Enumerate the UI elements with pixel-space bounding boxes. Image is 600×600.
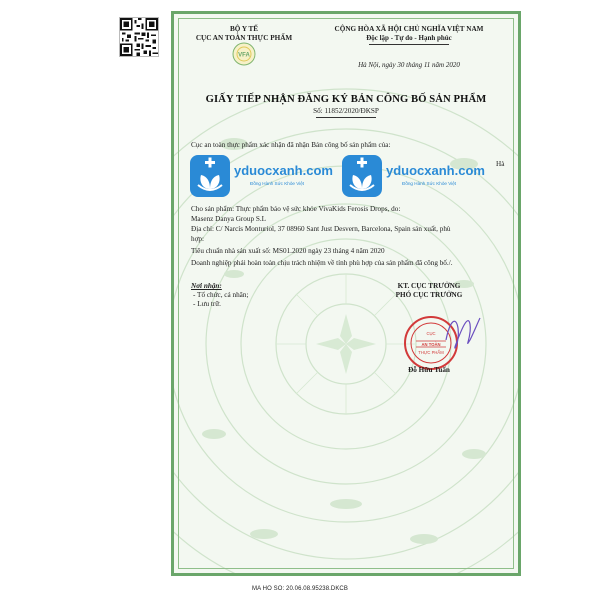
watermark-tagline: Đồng Hành Sức Khỏe Việt [402,181,457,186]
svg-text:CỤC: CỤC [426,331,436,336]
pharmacy-logo-icon [190,155,230,197]
issue-date: Hà Nội, ngày 30 tháng 11 năm 2020 [358,61,460,69]
yduocxanh-watermark-1 [190,155,340,199]
document-title: GIẤY TIẾP NHẬN ĐĂNG KÝ BẢN CÔNG BỐ SẢN PHẨM [205,94,487,105]
recipient-item: - Tổ chức, cá nhân; [193,291,249,299]
title-rule [316,117,376,118]
vfa-emblem-text: VFA [238,52,250,59]
signatory-title-1: KT. CỤC TRƯỞNG [397,282,461,290]
document-number: Số: 11852/2020/ĐKSP [313,107,379,115]
ministry-name: BỘ Y TẾ [229,25,259,33]
product-line: Cho sản phẩm: Thực phẩm bảo vệ sức khỏe VivaKids Ferosis Drops, do: [191,205,401,213]
motto-underline [369,44,449,45]
responsibility-line: Doanh nghiệp phải hoàn toàn chịu trách nhiệm về tính phù hợp của sản phẩm đã công bố./. [191,259,453,267]
signatory-name: Đỗ Hữu Tuấn [408,366,450,374]
manufacturer-address-cont: hợp: [191,235,204,243]
national-motto: Độc lập - Tự do - Hạnh phúc [366,34,452,42]
yduocxanh-watermark-2 [342,155,492,199]
agency-name: CỤC AN TOÀN THỰC PHẨM [195,34,293,42]
dossier-code: MA HO SO: 20.06.08.95238.DKCB [252,586,348,592]
pharmacy-logo-icon [342,155,382,197]
signature-scribble-icon [442,310,484,360]
vfa-emblem-icon [232,42,256,66]
recipient-item: - Lưu trữ. [193,300,221,308]
signatory-title-2: PHÓ CỤC TRƯỞNG [395,291,463,299]
republic-name: CỘNG HÒA XÃ HỘI CHỦ NGHĨA VIỆT NAM [334,25,484,33]
manufacturer-address: Địa chỉ: C/ Narcís Monturiol, 37 08960 Sant Just Desvern, Barcelona, Spain sản xuất, phù [191,225,451,233]
intro-text: Cục an toàn thực phẩm xác nhận đã nhận Bản công bố sản phẩm của: [191,141,391,149]
recipients-heading: Nơi nhận: [191,282,222,290]
watermark-brand: yduocxanh.com [386,163,485,178]
svg-text:THỰC PHẨM: THỰC PHẨM [418,350,444,355]
watermark-tagline: Đồng Hành Sức Khỏe Việt [250,181,305,186]
manufacturer-name: Masenz Danya Group S.L [191,215,267,223]
qr-code [119,17,159,57]
standard-line: Tiêu chuẩn nhà sản xuất số: MS01.2020 ngày 23 tháng 4 năm 2020 [191,247,385,255]
svg-text:AN TOÀN: AN TOÀN [421,341,441,347]
intro-tail-text: Hà [496,160,505,168]
watermark-brand: yduocxanh.com [234,163,333,178]
certificate-document [171,11,521,576]
